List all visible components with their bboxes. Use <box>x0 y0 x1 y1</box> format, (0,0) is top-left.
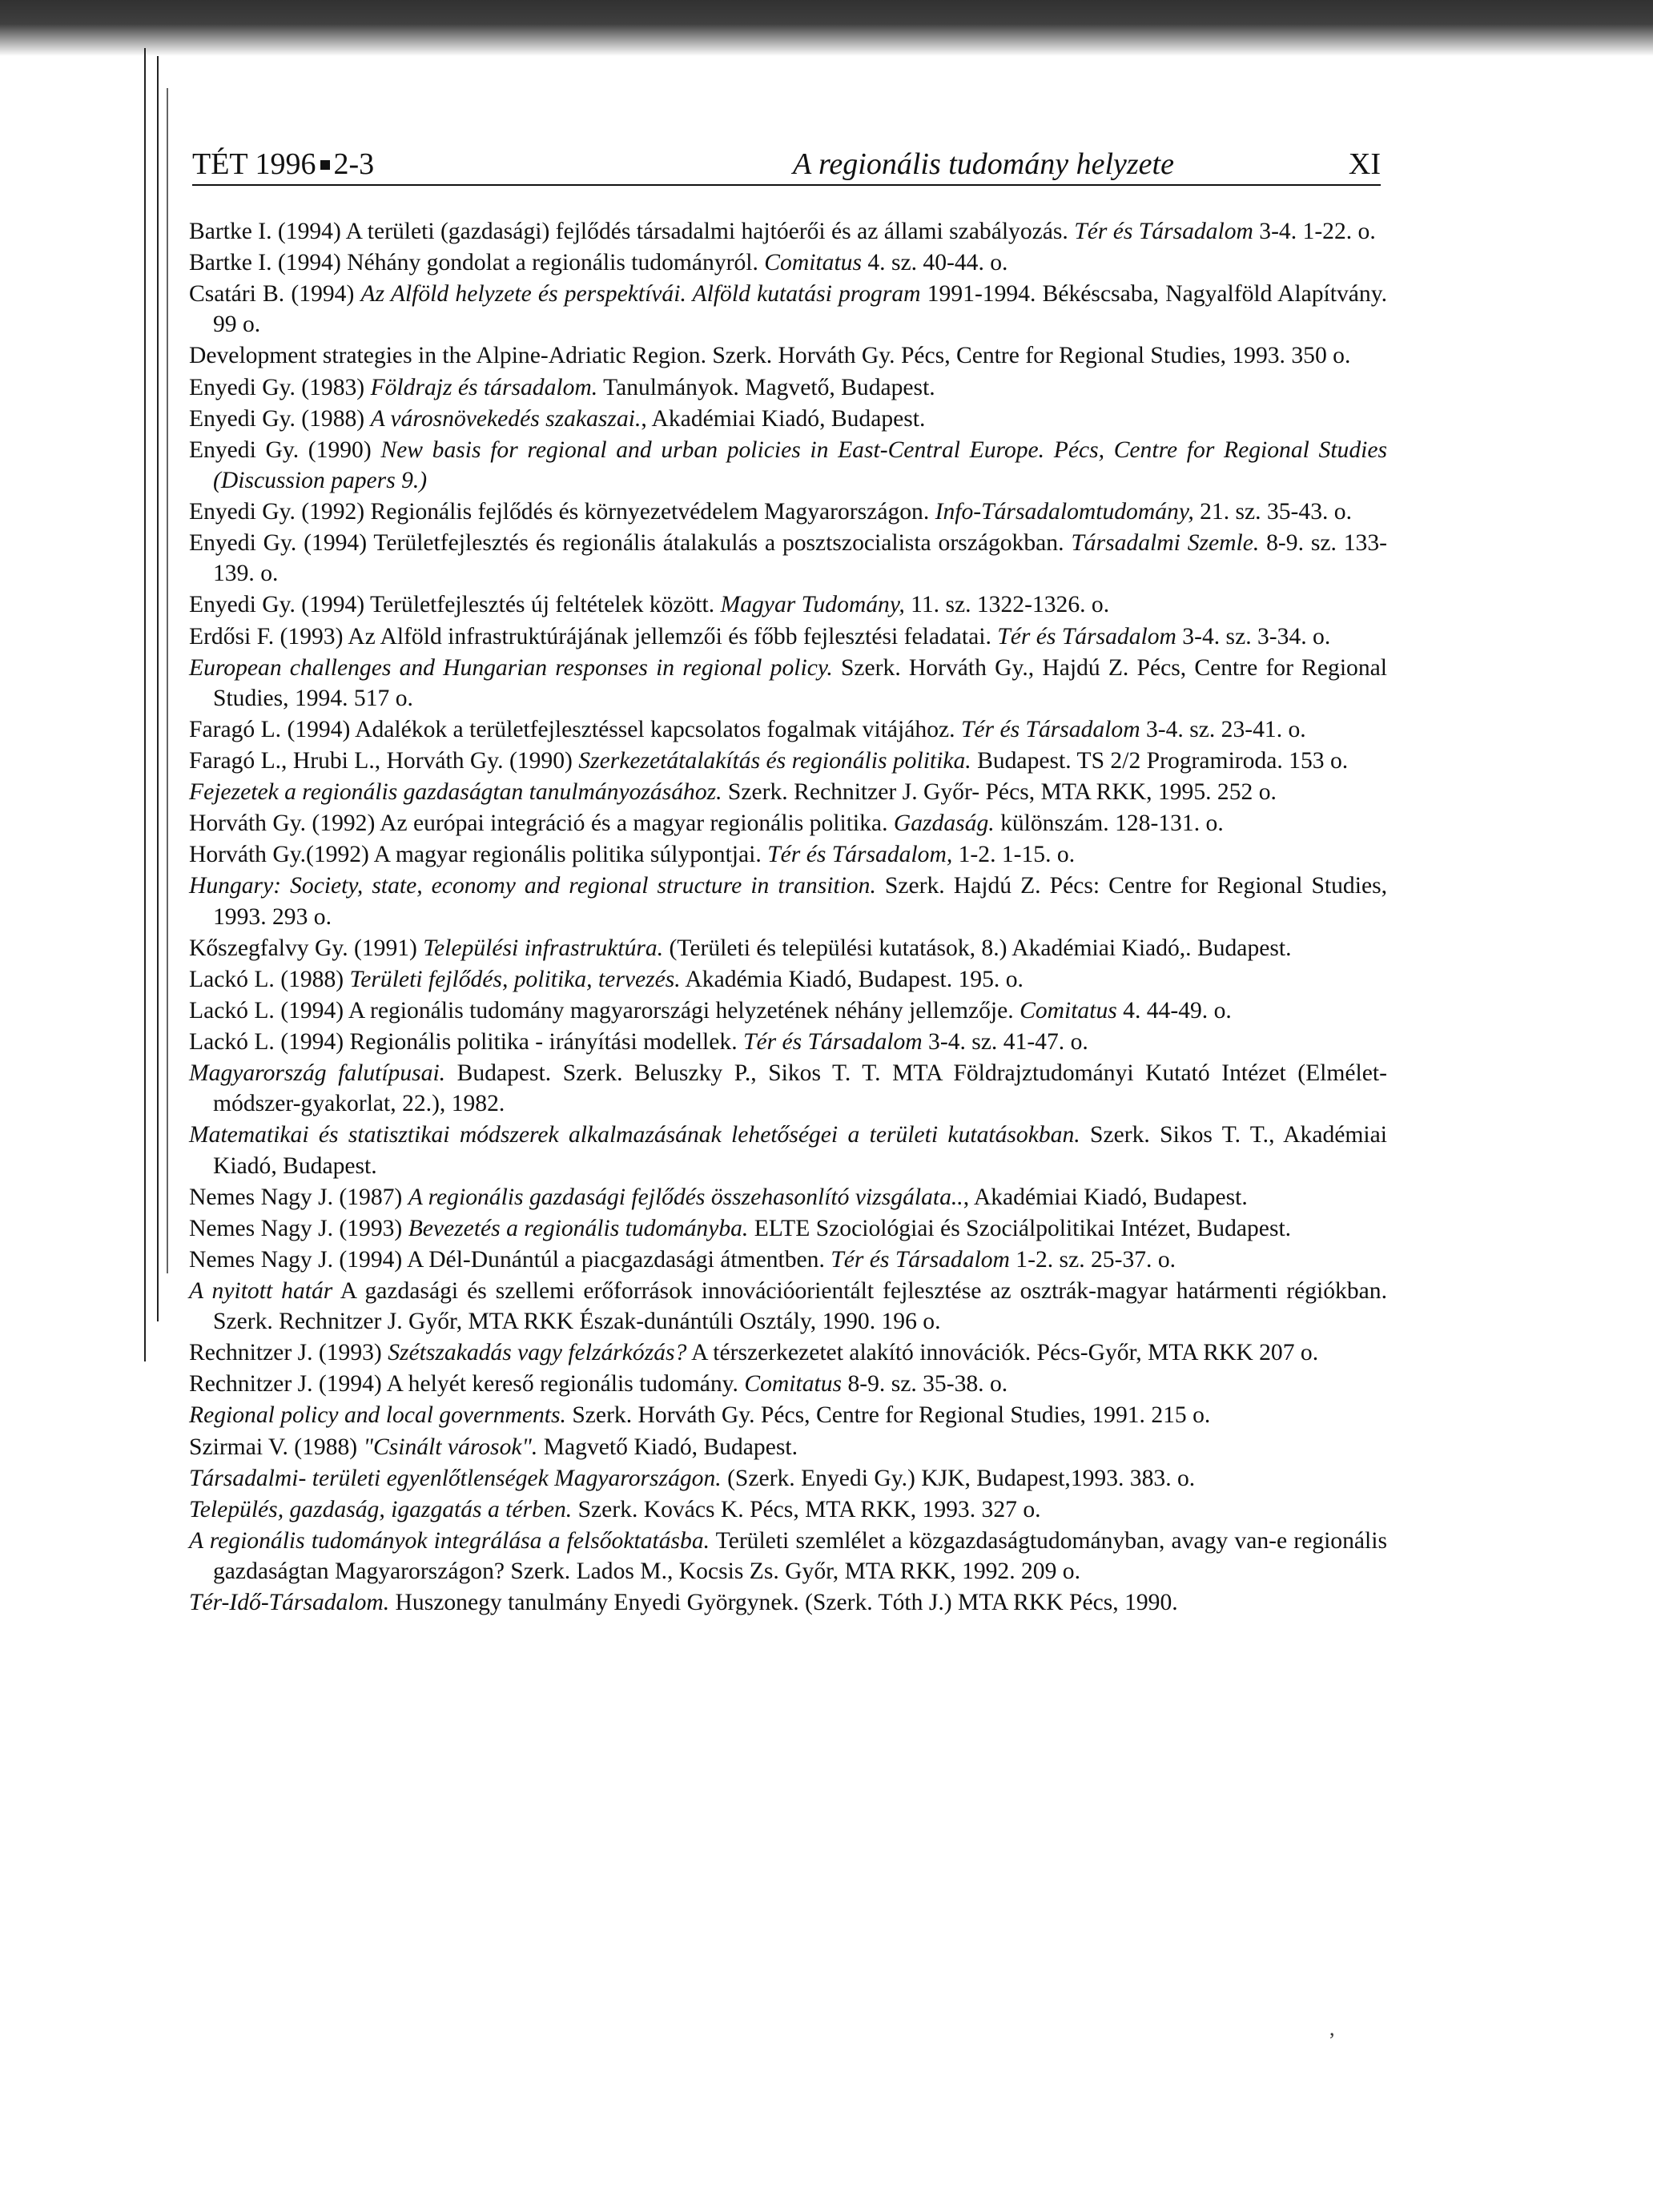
reference-title: Tér-Idő-Társadalom. <box>189 1590 390 1616</box>
reference-entry <box>189 1587 1387 1618</box>
reference-text: 3-4. sz. 3-34. o. <box>1176 623 1331 650</box>
square-bullet-icon <box>320 160 330 170</box>
reference-entry <box>189 528 1387 589</box>
reference-text: 1991-1994. Békéscsaba, Nagyalföld Alapítvány. 99 o. <box>213 281 1387 338</box>
reference-entry <box>189 1400 1387 1430</box>
reference-text: 1-2. sz. 25-37. o. <box>1009 1246 1176 1273</box>
reference-text: Enyedi Gy. (1990) <box>189 436 381 463</box>
reference-title: Info-Társadalomtudomány, <box>935 499 1194 525</box>
reference-title: Hungary: Society, state, economy and regional structure in transition. <box>189 873 876 899</box>
reference-entry <box>189 964 1387 995</box>
reference-title: Tér és Társadalom <box>997 623 1176 650</box>
reference-text: Horváth Gy. (1992) Az európai integráció és a magyar regionális politika. <box>189 810 894 837</box>
reference-text: 4. 44-49. o. <box>1116 997 1232 1024</box>
reference-entry <box>189 714 1387 745</box>
reference-text: Huszonegy tanulmány Enyedi Györgynek. (Szerk. Tóth J.) MTA RKK Pécs, 1990. <box>389 1590 1178 1616</box>
reference-text: Nemes Nagy J. (1987) <box>189 1184 408 1210</box>
reference-text: Budapest. Szerk. Beluszky P., Sikos T. T. MTA Földrajztudományi Kutató Intézet (Elmélet-módszer-gyakorlat, 22.), 1982. <box>213 1060 1387 1117</box>
reference-title: Társadalmi- területi egyenlőtlenségek Magyarországon. <box>189 1465 722 1491</box>
reference-title: Magyar Tudomány, <box>720 592 905 618</box>
reference-title: Az Alföld helyzete és perspektívái. Alföld kutatási program <box>360 281 921 308</box>
reference-text: Development strategies in the Alpine-Adriatic Region. Szerk. Horváth Gy. Pécs, Centre for Regional Studies, 1993. 350 o. <box>189 343 1351 369</box>
reference-text: Bartke I. (1994) Néhány gondolat a regionális tudományról. <box>189 250 765 276</box>
reference-title: "Csinált városok". <box>363 1434 538 1460</box>
reference-entry <box>189 746 1387 776</box>
reference-entry <box>189 279 1387 340</box>
reference-text: 3-4. sz. 23-41. o. <box>1140 716 1306 742</box>
reference-title: A városnövekedés szakaszai. <box>370 405 641 432</box>
reference-text: Enyedi Gy. (1994) Területfejlesztés új feltételek között. <box>189 592 721 618</box>
reference-text: ELTE Szociológiai és Szociálpolitikai Intézet, Budapest. <box>748 1215 1292 1241</box>
reference-entry <box>189 1337 1387 1368</box>
reference-entry <box>189 621 1387 652</box>
reference-entry <box>189 777 1387 807</box>
reference-text: Magvető Kiadó, Budapest. <box>537 1434 798 1460</box>
issue-number: 2-3 <box>333 147 375 181</box>
reference-title: A regionális gazdasági fejlődés összehasonlító vizsgálata.. <box>408 1184 963 1210</box>
journal-label <box>192 146 374 183</box>
reference-text: Akadémia Kiadó, Budapest. 195. o. <box>680 966 1024 992</box>
page-number: XI <box>1348 147 1381 181</box>
reference-text: , Akadémiai Kiadó, Budapest. <box>963 1184 1248 1210</box>
reference-title: Települési infrastruktúra. <box>423 935 664 961</box>
reference-text: 21. sz. 35-43. o. <box>1193 499 1352 525</box>
reference-text: Csatári B. (1994) <box>189 281 361 308</box>
reference-entry <box>189 839 1387 870</box>
reference-title: Tér és Társadalom <box>1074 219 1253 244</box>
reference-entry <box>189 216 1387 247</box>
reference-entry <box>189 1058 1387 1119</box>
reference-title: Területi fejlődés, politika, tervezés. <box>349 966 681 992</box>
reference-text: Enyedi Gy. (1994) Területfejlesztés és regionális átalakulás a posztszocialista országokban. <box>189 530 1072 557</box>
reference-title: Tér és Társadalom <box>831 1246 1010 1273</box>
reference-title: Tér és Társadalom <box>960 716 1140 742</box>
section-title: A regionális tudomány helyzete <box>793 147 1174 181</box>
reference-text: Tanulmányok. Magvető, Budapest. <box>597 374 935 400</box>
reference-text: Rechnitzer J. (1993) <box>189 1340 388 1366</box>
reference-entry <box>189 1027 1387 1057</box>
scan-gutter-line <box>144 48 146 1361</box>
reference-entry <box>189 497 1387 527</box>
reference-title: Szerkezetátalakítás és regionális politika. <box>578 748 971 774</box>
scan-top-shadow <box>0 0 1653 56</box>
reference-entry <box>189 1369 1387 1399</box>
scan-gutter-line <box>157 56 159 1321</box>
journal-name: TÉT 1996 <box>192 147 316 181</box>
reference-text: 3-4. sz. 41-47. o. <box>922 1028 1088 1055</box>
reference-title: A regionális tudományok integrálása a felsőoktatásba. <box>189 1527 710 1554</box>
reference-entry <box>189 1494 1387 1525</box>
reference-text: Szerk. Sikos T. T., Akadémiai Kiadó, Budapest. <box>213 1122 1387 1179</box>
reference-text: Lackó L. (1994) A regionális tudomány magyarországi helyzetének néhány jellemzője. <box>189 997 1020 1024</box>
reference-text: 8-9. sz. 35-38. o. <box>842 1371 1008 1398</box>
reference-title: Bevezetés a regionális tudományba. <box>408 1215 749 1241</box>
reference-text: Szirmai V. (1988) <box>189 1434 364 1460</box>
reference-text: 11. sz. 1322-1326. o. <box>904 592 1110 618</box>
reference-list <box>189 216 1387 1619</box>
reference-title: Tér és Társadalom, <box>767 842 953 868</box>
reference-entry <box>189 1245 1387 1275</box>
reference-entry <box>189 1526 1387 1587</box>
reference-text: 8-9. sz. 133-139. o. <box>213 530 1387 587</box>
reference-text: Horváth Gy.(1992) A magyar regionális politika súlypontjai. <box>189 842 768 868</box>
reference-title: Magyarország falutípusai. <box>189 1060 446 1087</box>
reference-text: 4. sz. 40-44. o. <box>861 250 1008 276</box>
reference-entry <box>189 1432 1387 1462</box>
reference-title: Comitatus <box>744 1371 843 1398</box>
reference-title: Település, gazdaság, igazgatás a térben. <box>189 1496 573 1522</box>
running-header <box>192 146 1381 186</box>
reference-entry <box>189 404 1387 434</box>
reference-text: Nemes Nagy J. (1993) <box>189 1215 408 1241</box>
reference-entry <box>189 871 1387 931</box>
reference-entry <box>189 808 1387 839</box>
reference-entry <box>189 372 1387 403</box>
reference-entry <box>189 1120 1387 1180</box>
reference-title: Társadalmi Szemle. <box>1071 530 1260 557</box>
reference-entry <box>189 247 1387 278</box>
reference-text: Enyedi Gy. (1992) Regionális fejlődés és környezetvédelem Magyarországon. <box>189 499 935 525</box>
reference-text: Szerk. Hajdú Z. Pécs: Centre for Regional Studies, 1993. 293 o. <box>213 873 1387 930</box>
reference-entry <box>189 933 1387 963</box>
reference-text: Szerk. Rechnitzer J. Győr- Pécs, MTA RKK, 1995. 252 o. <box>722 779 1277 806</box>
reference-title: Fejezetek a regionális gazdaságtan tanulmányozásához. <box>189 779 722 806</box>
reference-text: Erdősi F. (1993) Az Alföld infrastruktúrájának jellemzői és főbb fejlesztési feladatai. <box>189 623 998 650</box>
reference-text: Enyedi Gy. (1983) <box>189 374 371 400</box>
reference-text: különszám. 128-131. o. <box>994 810 1224 837</box>
reference-text: Budapest. TS 2/2 Programiroda. 153 o. <box>971 748 1349 774</box>
reference-text: A térszerkezetet alakító innovációk. Pécs-Győr, MTA RKK 207 o. <box>686 1340 1319 1366</box>
reference-text: Faragó L. (1994) Adalékok a területfejlesztéssel kapcsolatos fogalmak vitájához. <box>189 716 961 742</box>
reference-text: 1-2. 1-15. o. <box>952 842 1076 868</box>
reference-title: Matematikai és statisztikai módszerek alkalmazásának lehetőségei a területi kutatásokban. <box>189 1122 1080 1148</box>
reference-text: Faragó L., Hrubi L., Horváth Gy. (1990) <box>189 748 579 774</box>
reference-entry <box>189 435 1387 496</box>
reference-text: A gazdasági és szellemi erőforrások innovációorientált fejlesztése az osztrák-magyar határmenti régiókban. Szerk. Rechnitzer J. Győr, MTA RKK Észak-dunántúli Osztály, 1990. 196 o. <box>213 1277 1387 1335</box>
reference-text: Bartke I. (1994) A területi (gazdasági) fejlődés társadalmi hajtóerői és az állami szabályozás. <box>189 219 1075 244</box>
reference-entry <box>189 340 1387 371</box>
reference-title: Regional policy and local governments. <box>189 1402 566 1429</box>
reference-text: Lackó L. (1994) Regionális politika - irányítási modellek. <box>189 1028 743 1055</box>
reference-text: Lackó L. (1988) <box>189 966 350 992</box>
reference-text: Enyedi Gy. (1988) <box>189 405 371 432</box>
reference-entry <box>189 1182 1387 1213</box>
reference-text: , Akadémiai Kiadó, Budapest. <box>641 405 926 432</box>
reference-text: Területi szemlélet a közgazdaságtudományban, avagy van-e regionális gazdaságtan Magyarországon? Szerk. Lados M., Kocsis Zs. Győr, MTA RKK, 1992. 209 o. <box>213 1527 1388 1585</box>
reference-entry <box>189 589 1387 620</box>
scan-speck: , <box>1329 2017 1335 2040</box>
reference-entry <box>189 653 1387 714</box>
reference-entry <box>189 1213 1387 1244</box>
reference-text: 3-4. 1-22. o. <box>1253 219 1376 244</box>
reference-title: Tér és Társadalom <box>743 1028 923 1055</box>
reference-text: Kőszegfalvy Gy. (1991) <box>189 935 424 961</box>
reference-text: Szerk. Kovács K. Pécs, MTA RKK, 1993. 327 o. <box>572 1496 1041 1522</box>
reference-text: Szerk. Horváth Gy. Pécs, Centre for Regional Studies, 1991. 215 o. <box>565 1402 1211 1429</box>
reference-title: New basis for regional and urban policies in East-Central Europe. Pécs, Centre for Regional Studies (Discussion papers 9.) <box>213 436 1388 493</box>
scan-gutter-line <box>167 88 168 1273</box>
reference-text: Nemes Nagy J. (1994) A Dél-Dunántúl a piacgazdasági átmentben. <box>189 1246 831 1273</box>
reference-title: A nyitott határ <box>189 1277 333 1304</box>
reference-title: Szétszakadás vagy felzárkózás? <box>388 1340 687 1366</box>
reference-text: Szerk. Horváth Gy., Hajdú Z. Pécs, Centre for Regional Studies, 1994. 517 o. <box>213 654 1387 711</box>
reference-entry <box>189 995 1387 1026</box>
reference-title: Comitatus <box>764 250 862 276</box>
reference-title: Gazdaság. <box>893 810 995 837</box>
reference-entry <box>189 1276 1387 1337</box>
reference-title: Földrajz és társadalom. <box>370 374 598 400</box>
reference-entry <box>189 1463 1387 1494</box>
reference-text: (Területi és települési kutatások, 8.) Akadémiai Kiadó,. Budapest. <box>663 935 1292 961</box>
reference-title: European challenges and Hungarian responses in regional policy. <box>189 654 833 681</box>
reference-text: Rechnitzer J. (1994) A helyét kereső regionális tudomány. <box>189 1371 745 1398</box>
reference-text: (Szerk. Enyedi Gy.) KJK, Budapest,1993. 383. o. <box>721 1465 1196 1491</box>
reference-title: Comitatus <box>1020 997 1117 1024</box>
